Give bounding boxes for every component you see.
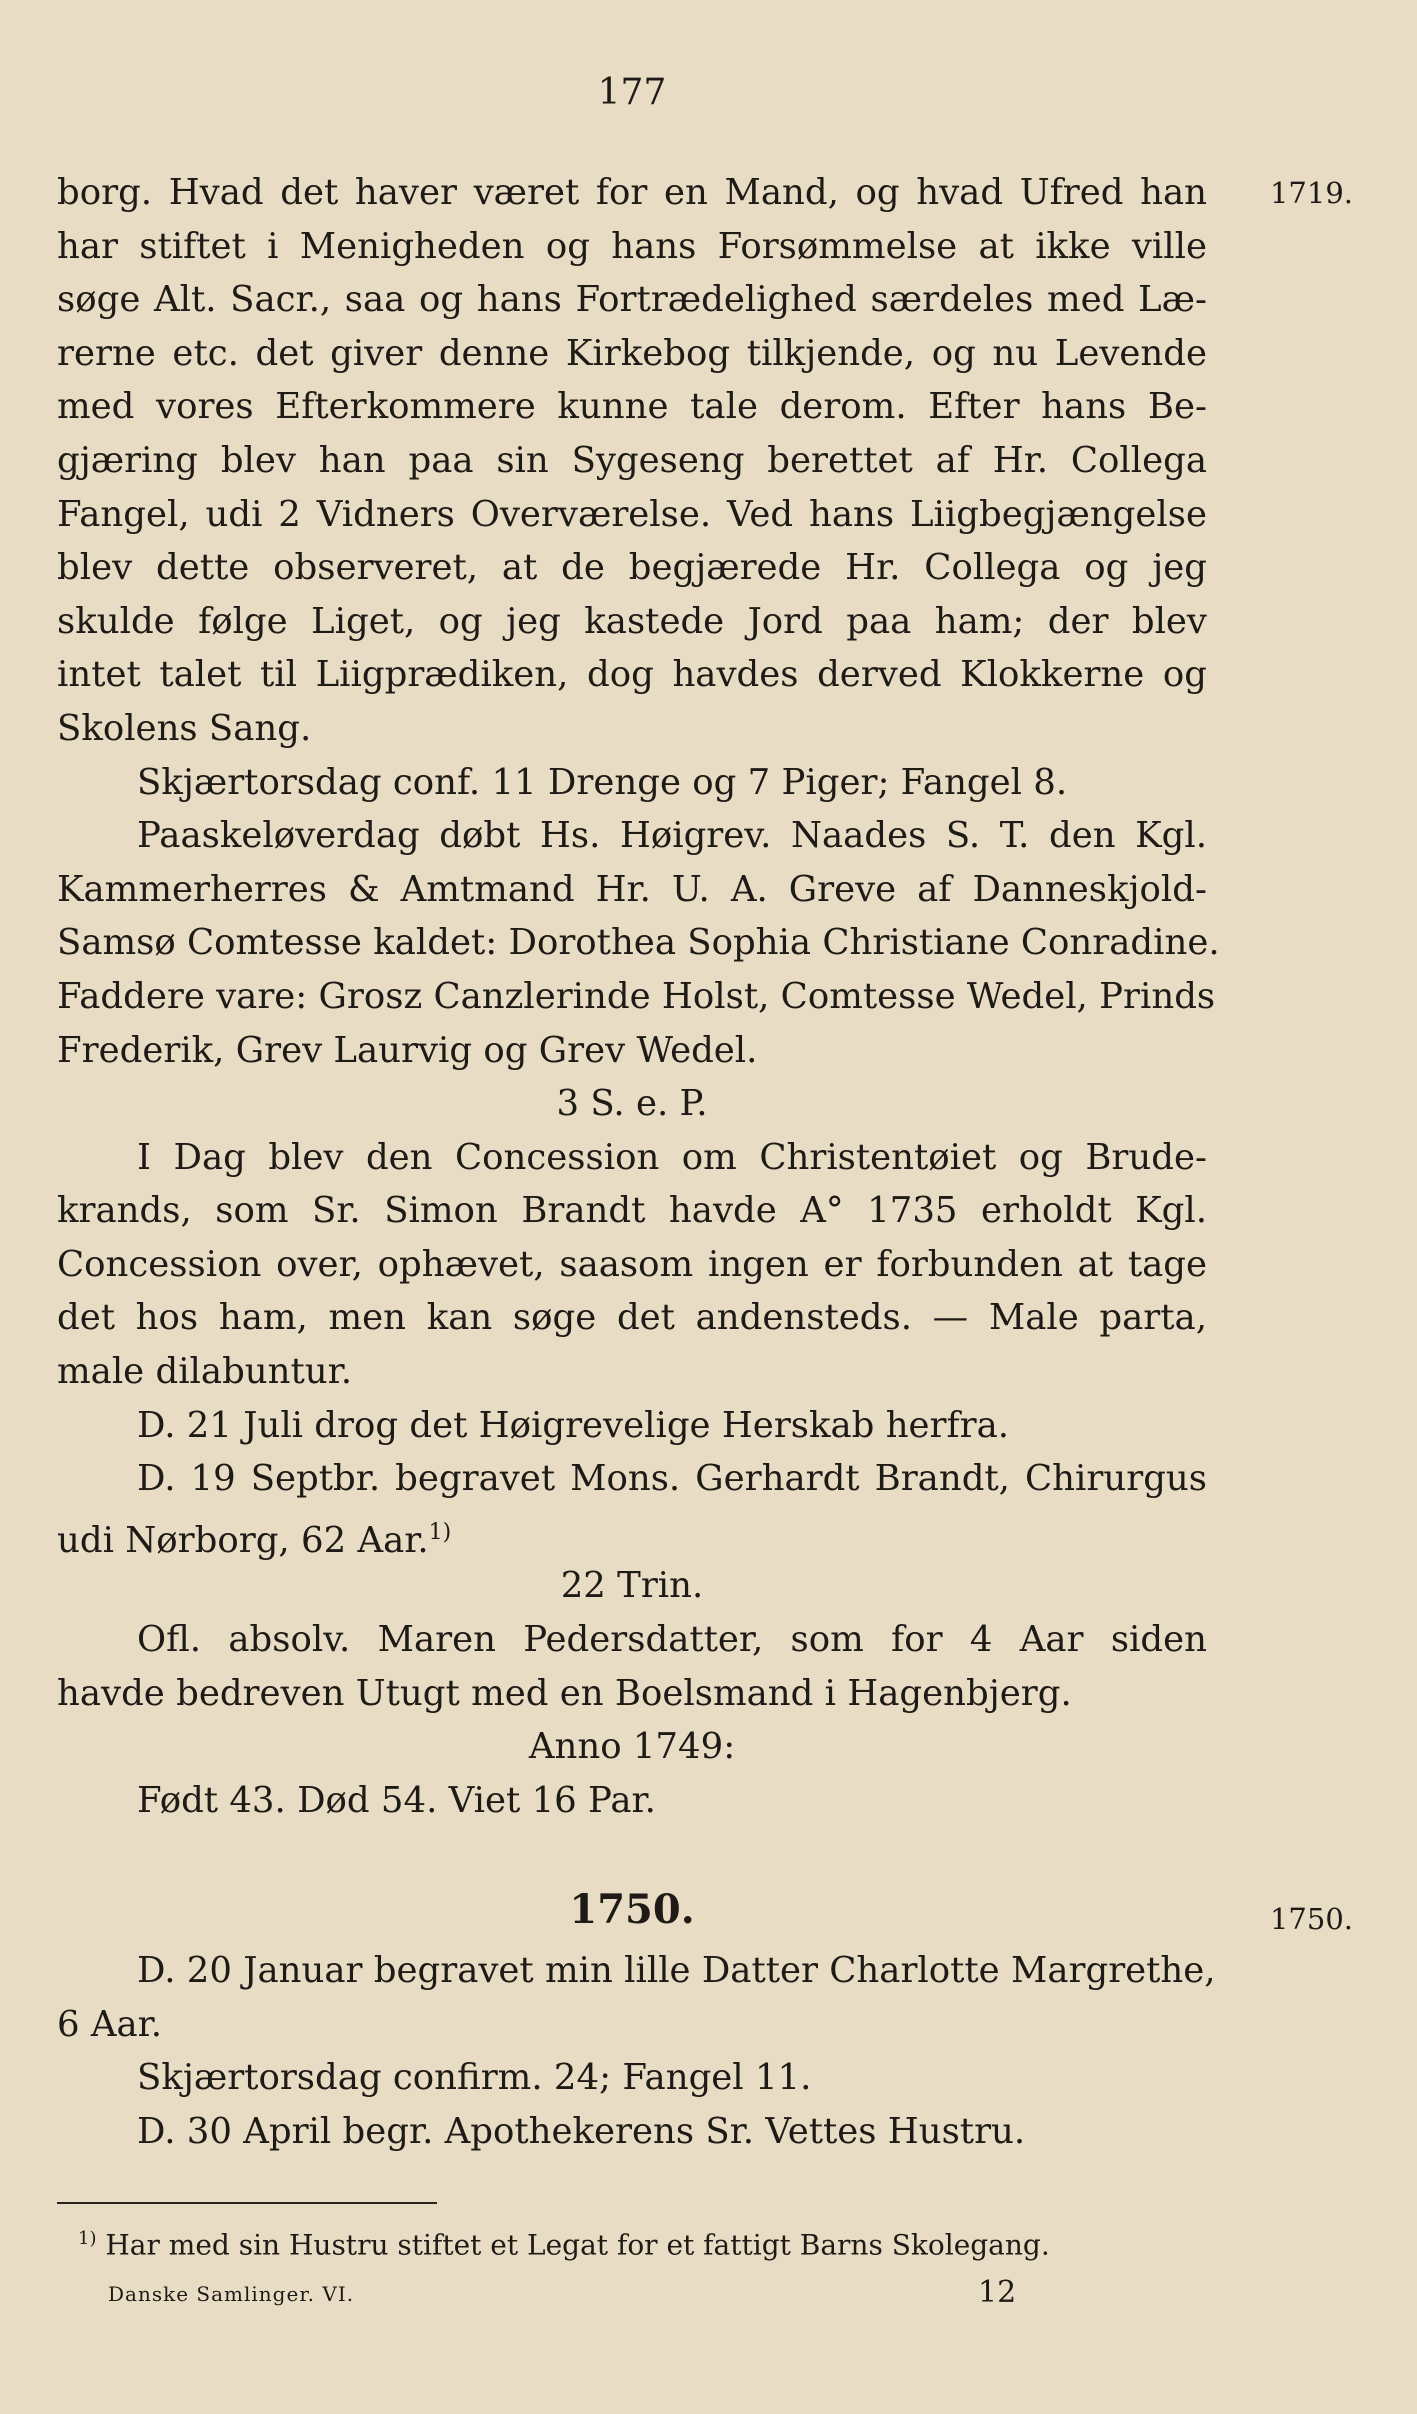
text-line: blev dette observeret, at de begjærede Hr. Collega og jeg [57, 547, 1207, 589]
text-line: Skjærtorsdag confirm. 24; Fangel 11. [137, 2057, 812, 2099]
text-line: Samsø Comtesse kaldet: Dorothea Sophia Christiane Conradine. [57, 922, 1220, 964]
sheet-number: 12 [978, 2275, 1017, 2310]
text-line: Paaskeløverdag døbt Hs. Høigrev. Naades S. T. den Kgl. [137, 815, 1207, 857]
text-line: Faddere vare: Grosz Canzlerinde Holst, Comtesse Wedel, Prinds [57, 975, 1216, 1017]
sunday-heading: 3 S. e. P. [556, 1083, 708, 1125]
main-text-1749 [57, 166, 1220, 1827]
text-line: har stiftet i Menigheden og hans Forsømmelse at ikke ville [57, 225, 1207, 267]
text-line: Kammerherres & Amtmand Hr. U. A. Greve af Danneskjold- [57, 868, 1207, 910]
text-line: D. 20 Januar begravet min lille Datter Charlotte Margrethe, [137, 1950, 1216, 1991]
text-line: Concession over, ophævet, saasom ingen er forbunden at tage [57, 1243, 1207, 1285]
footnote-text: Har med sin Hustru stiftet et Legat for et fattigt Barns Skolegang. [105, 2228, 1050, 2262]
page-number: 177 [597, 72, 667, 113]
text-span: udi Nørborg, 62 Aar. [57, 1519, 429, 1561]
text-line: D. 19 Septbr. begravet Mons. Gerhardt Brandt, Chirurgus [137, 1458, 1207, 1500]
text-line: krands, som Sr. Simon Brandt havde A° 1735 erholdt Kgl. [57, 1190, 1207, 1232]
text-line: D. 30 April begr. Apothekerens Sr. Vettes Hustru. [137, 2110, 1026, 2152]
footnote-marker: 1) [428, 1519, 452, 1545]
sheet-signature: Danske Samlinger. VI. [108, 2282, 355, 2306]
text-line: Ofl. absolv. Maren Pedersdatter, som for 4 Aar siden [137, 1619, 1207, 1661]
text-line: male dilabuntur. [57, 1351, 353, 1393]
text-line: Fangel, udi 2 Vidners Overværelse. Ved hans Liigbegjængelse [57, 493, 1207, 535]
footnote-rule [57, 2202, 437, 2204]
text-line: Født 43. Død 54. Viet 16 Par. [137, 1779, 656, 1821]
text-line: intet talet til Liigprædiken, dog havdes derved Klokkerne og [57, 654, 1207, 696]
text-line: gjæring blev han paa sin Sygeseng berettet af Hr. Collega [57, 439, 1207, 481]
text-line: havde bedreven Utugt med en Boelsmand i Hagenbjerg. [57, 1672, 1072, 1714]
year-summary-heading: Anno 1749: [528, 1726, 736, 1768]
footnote [78, 2228, 1050, 2261]
text-line: I Dag blev den Concession om Christentøiet og Brude- [137, 1136, 1207, 1178]
text-line: 6 Aar. [57, 2003, 163, 2045]
margin-year-1719: 1719. [1269, 176, 1353, 210]
margin-year-1750: 1750. [1269, 1902, 1353, 1936]
text-line: med vores Efterkommere kunne tale derom. Efter hans Be- [57, 386, 1207, 428]
text-line: Skjærtorsdag conf. 11 Drenge og 7 Piger; Fangel 8. [137, 761, 1068, 803]
text-line: rerne etc. det giver denne Kirkebog tilkjende, og nu Levende [57, 332, 1207, 374]
footnote-number: 1) [78, 2228, 97, 2249]
main-text-1750 [57, 1944, 1216, 2158]
sunday-heading: 22 Trin. [560, 1565, 704, 1607]
text-line [57, 1506, 1207, 1560]
text-line: det hos ham, men kan søge det andensteds. — Male parta, [57, 1297, 1207, 1339]
year-heading-1750: 1750. [569, 1886, 695, 1933]
text-line: Frederik, Grev Laurvig og Grev Wedel. [57, 1029, 758, 1071]
text-line: søge Alt. Sacr., saa og hans Fortrædelighed særdeles med Læ- [57, 279, 1207, 321]
text-line: skulde følge Liget, og jeg kastede Jord paa ham; der blev [57, 600, 1207, 642]
text-line: borg. Hvad det haver været for en Mand, og hvad Ufred han [57, 172, 1207, 213]
text-line: D. 21 Juli drog det Høigrevelige Herskab herfra. [137, 1404, 1010, 1446]
text-line: Skolens Sang. [57, 707, 312, 749]
